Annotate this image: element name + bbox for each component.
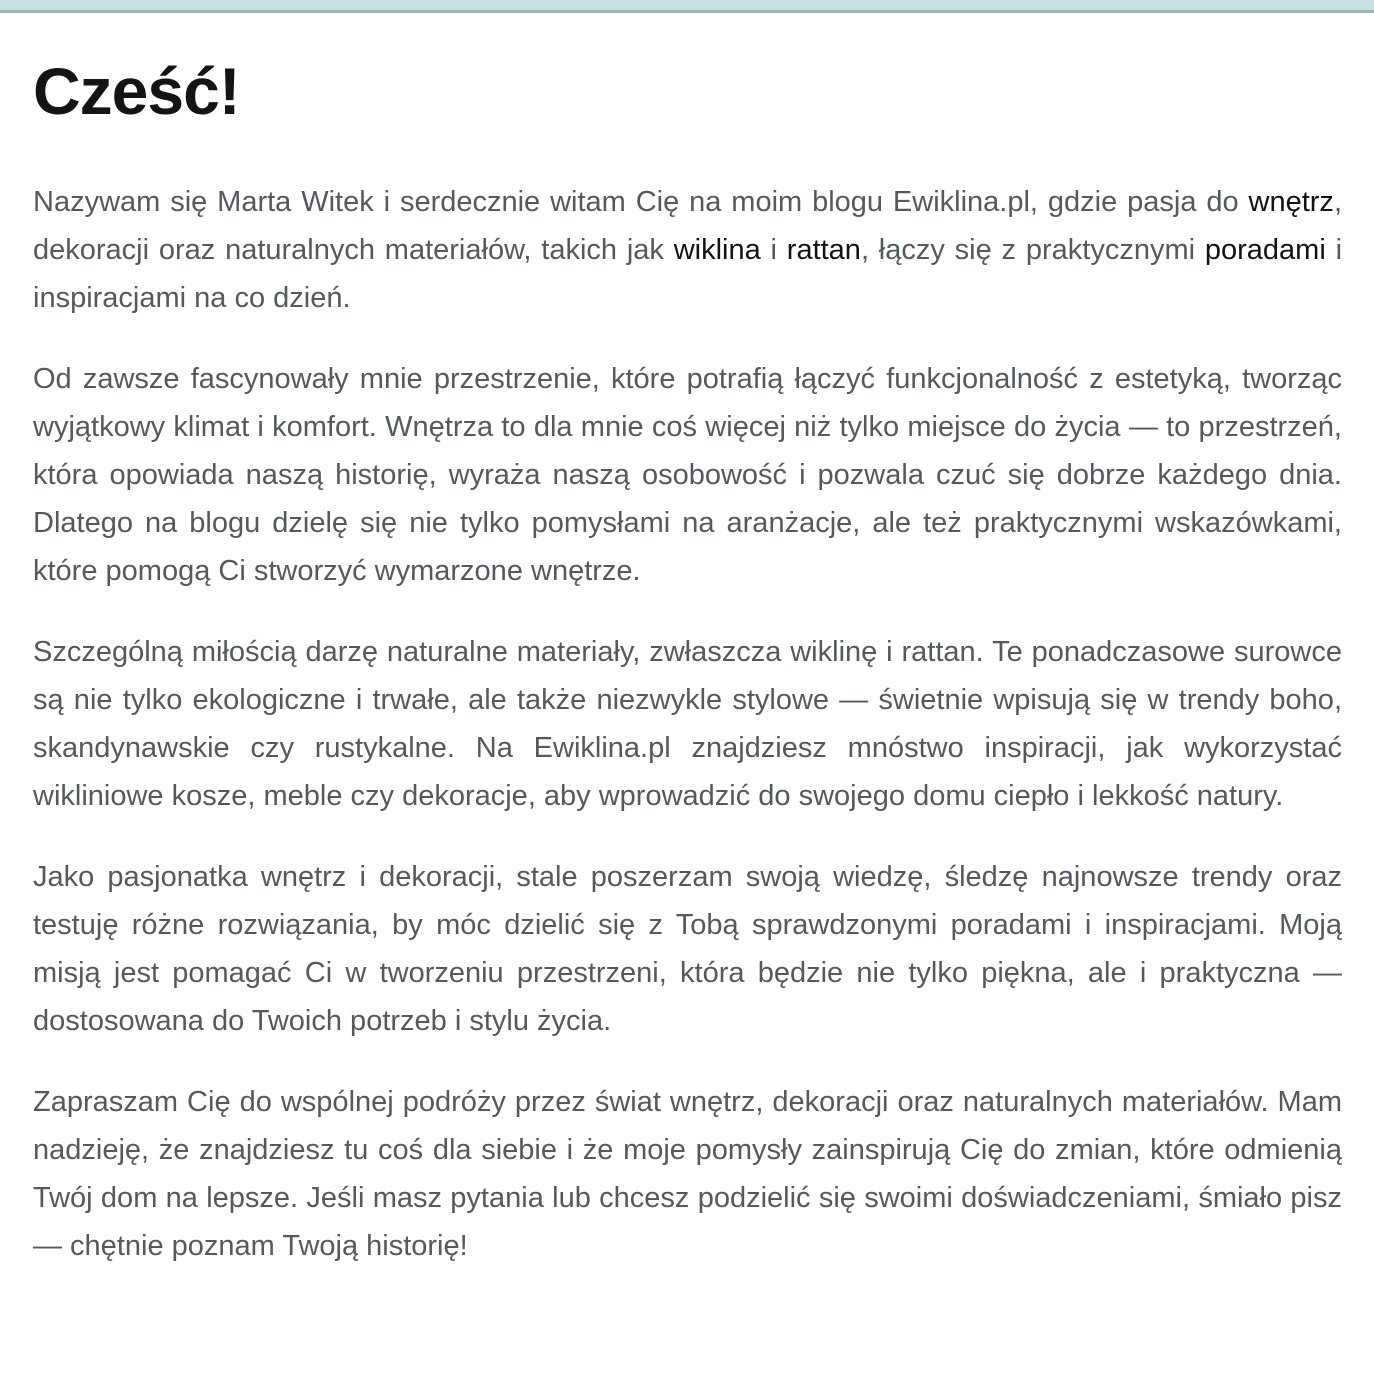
inline-link[interactable]: poradami (1204, 233, 1326, 266)
text-segment: i (760, 233, 787, 266)
text-segment: Od zawsze fascynowały mnie przestrzenie, które potrafią łączyć funkcjonalność z estetyką, tworząc wyjątkowy klimat i komfort. Wnętrza to dla mnie coś więcej niż tylko miejsce do życia — to przestrzeń, która opowiada naszą historię, wyraża naszą osobowość i pozwala czuć się dobrze każdego dnia. Dlatego na blogu dzielę się nie tylko pomysłami na aranżacje, ale też praktycznymi wskazówkami, które pomogą Ci stworzyć wymarzone wnętrze. (33, 362, 1342, 587)
text-segment: , dekoracji oraz naturalnych materiałów, takich jak (33, 185, 1342, 266)
text-segment: Zapraszam Cię do wspólnej podróży przez świat wnętrz, dekoracji oraz naturalnych materiałów. Mam nadzieję, że znajdziesz tu coś dla siebie i że moje pomysły zainspirują Cię do zmian, które odmienią Twój dom na lepsze. Jeśli masz pytania lub chcesz podzielić się swoimi doświadczeniami, śmiało pisz — chętnie poznam Twoją historię! (33, 1085, 1342, 1262)
text-segment: i inspiracjami na co dzień. (33, 233, 1343, 314)
article-body (33, 178, 1342, 1270)
inline-link[interactable]: rattan (786, 233, 861, 266)
paragraph (33, 628, 1342, 820)
paragraph (33, 853, 1342, 1045)
page-title: Cześć! (33, 54, 240, 128)
paragraph (33, 178, 1342, 322)
text-segment: Nazywam się Marta Witek i serdecznie witam Cię na moim blogu Ewiklina.pl, gdzie pasja do (33, 185, 1249, 218)
top-accent-bar (0, 0, 1374, 13)
text-segment: Szczególną miłością darzę naturalne materiały, zwłaszcza wiklinę i rattan. Te ponadczasowe surowce są nie tylko ekologiczne i trwałe, ale także niezwykle stylowe — świetnie wpisują się w trendy boho, skandynawskie czy rustykalne. Na Ewiklina.pl znajdziesz mnóstwo inspiracji, jak wykorzystać wikliniowe kosze, meble czy dekoracje, aby wprowadzić do swojego domu ciepło i lekkość natury. (33, 635, 1342, 812)
paragraph (33, 1078, 1342, 1270)
inline-link[interactable]: wnętrz (1248, 185, 1334, 218)
inline-link[interactable]: wiklina (673, 233, 761, 266)
content-area (0, 55, 1374, 1343)
text-segment: Jako pasjonatka wnętrz i dekoracji, stale poszerzam swoją wiedzę, śledzę najnowsze trendy oraz testuję różne rozwiązania, by móc dzielić się z Tobą sprawdzonymi poradami i inspiracjami. Moją misją jest pomagać Ci w tworzeniu przestrzeni, która będzie nie tylko piękna, ale i praktyczna — dostosowana do Twoich potrzeb i stylu życia. (33, 860, 1342, 1037)
text-segment: , łączy się z praktycznymi (860, 233, 1205, 266)
paragraph (33, 355, 1342, 595)
